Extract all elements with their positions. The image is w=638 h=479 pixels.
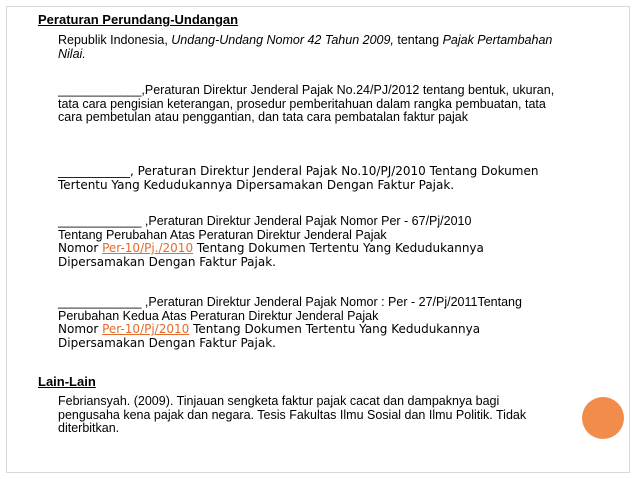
list-item: ____________, Peraturan Direktur Jenderal Pajak No.10/PJ/2010 Tentang Dokumen Tertentu Yang Kedudukannya Dipersamakan Dengan Faktur Pajak. <box>58 164 539 192</box>
list-item: ____________ ,Peraturan Direktur Jenderal Pajak Nomor Per - 67/Pj/2010 Tentang Perubahan Atas Peraturan Direktur Jenderal Pajak Nomor Per-10/Pj./2010 Tentang Dokumen Tertentu Yang Kedudukannya Dipersamakan Dengan Faktur Pajak. <box>58 214 484 269</box>
section-heading-other: Lain-Lain <box>38 374 96 389</box>
decorative-circle <box>582 397 624 439</box>
regulation-link[interactable]: Per-10/Pj./2010 <box>102 241 194 255</box>
regulation-link[interactable]: Per-10/Pj/2010 <box>102 322 190 336</box>
list-item: Febriansyah. (2009). Tinjauan sengketa faktur pajak cacat dan dampaknya bagi pengusaha kena pajak dan negara. Tesis Fakultas Ilmu Sosial dan Ilmu Politik. Tidak diterbitkan. <box>58 394 527 435</box>
section-heading-regulations: Peraturan Perundang-Undangan <box>38 12 239 27</box>
list-item: ____________ ,Peraturan Direktur Jenderal Pajak Nomor : Per - 27/Pj/2011Tentang Perubahan Kedua Atas Peraturan Direktur Jenderal Pajak Nomor Per-10/Pj/2010 Tentang Dokumen Tertentu Yang Kedudukannya Dipersamakan Dengan Faktur Pajak. <box>58 295 522 350</box>
list-item: ____________,Peraturan Direktur Jenderal Pajak No.24/PJ/2012 tentang bentuk, ukuran, tata cara pengisian keterangan, prosedur pemberitahuan dalam rangka pembuatan, tata cara pembetulan atau penggantian, dan tata cara pembatalan faktur pajak <box>58 83 555 124</box>
list-item: Republik Indonesia, Undang-Undang Nomor 42 Tahun 2009, tentang Pajak Pertambahan Nilai. <box>58 33 553 61</box>
